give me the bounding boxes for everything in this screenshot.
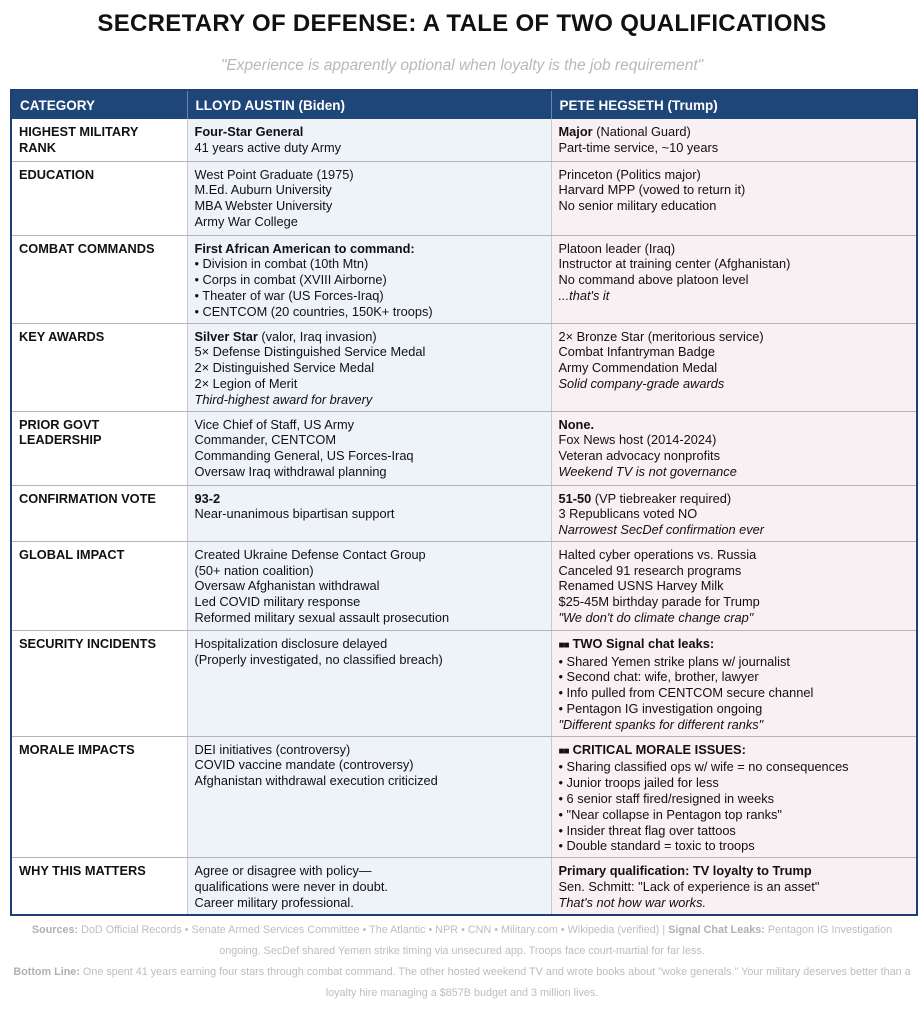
cell-line xyxy=(559,417,910,433)
footer-sources-label: Sources: xyxy=(31,924,79,936)
table-body xyxy=(11,119,917,915)
cell-line xyxy=(559,669,910,685)
category-label: CONFIRMATION VOTE xyxy=(19,490,156,506)
cell-line xyxy=(195,652,544,668)
cell-text: (Properly investigated, no classified breach) xyxy=(194,651,443,667)
cell-line xyxy=(195,182,544,198)
cell-line xyxy=(195,198,544,214)
cell-segment: (VP tiebreaker required) xyxy=(591,490,732,506)
cell-text: Four-Star General xyxy=(194,124,304,139)
table-row xyxy=(11,541,917,630)
cell-line xyxy=(195,879,544,895)
hegseth-cell xyxy=(551,858,917,915)
cell-text: • Shared Yemen strike plans w/ journalist xyxy=(558,653,790,669)
cell-line xyxy=(559,329,910,345)
cell-line xyxy=(195,288,544,304)
cell-text: "We don't do climate change crap" xyxy=(558,610,754,626)
cell-text: • "Near collapse in Pentagon top ranks" xyxy=(558,806,782,822)
cell-segment: ■■ xyxy=(558,745,569,757)
category-label: RANK xyxy=(19,139,56,155)
cell-text: Oversaw Iraq withdrawal planning xyxy=(194,463,387,479)
table-row xyxy=(11,323,917,411)
hegseth-cell xyxy=(551,736,917,858)
cell-line xyxy=(559,717,910,733)
cell-text: • 6 senior staff fired/resigned in weeks xyxy=(558,791,775,807)
cell-line xyxy=(195,757,544,773)
cell-line xyxy=(559,759,910,775)
austin-cell xyxy=(187,736,551,858)
cell-line xyxy=(559,610,910,626)
cell-line xyxy=(195,241,544,257)
row-category xyxy=(11,235,187,323)
cell-segment: Major xyxy=(558,124,593,139)
cell-segment: CRITICAL MORALE ISSUES: xyxy=(572,741,746,757)
cell-line xyxy=(195,636,544,652)
cell-line xyxy=(195,506,544,522)
category-label: COMBAT COMMANDS xyxy=(19,240,155,256)
cell-text: 2× Bronze Star (meritorious service) xyxy=(558,328,764,344)
cell-line xyxy=(559,578,910,594)
row-category xyxy=(11,119,187,161)
row-category xyxy=(11,736,187,858)
table-row xyxy=(11,235,917,323)
austin-cell xyxy=(187,485,551,541)
cell-segment: TWO Signal chat leaks: xyxy=(572,635,715,651)
footer-sources-text: DoD Official Records • Senate Armed Services Committee • The Atlantic • NPR • CNN • Military.com • Wikipedia (verified) | xyxy=(78,924,669,936)
cell-text: Veteran advocacy nonprofits xyxy=(558,448,720,464)
cell-line xyxy=(195,547,544,563)
hegseth-cell xyxy=(551,630,917,736)
cell-text: Sen. Schmitt: "Lack of experience is an asset" xyxy=(558,879,820,895)
cell-text: "Different spanks for different ranks" xyxy=(558,716,764,732)
cell-text: Near-unanimous bipartisan support xyxy=(194,506,395,522)
cell-line xyxy=(195,167,544,183)
comparison-table xyxy=(10,89,918,916)
cell-line xyxy=(559,685,910,701)
cell-line xyxy=(559,863,910,879)
cell-line xyxy=(195,863,544,879)
cell-text: Oversaw Afghanistan withdrawal xyxy=(194,578,380,594)
cell-text: • Corps in combat (XVIII Airborne) xyxy=(194,272,387,288)
cell-text: • Pentagon IG investigation ongoing xyxy=(558,701,763,717)
category-label: WHY THIS MATTERS xyxy=(19,863,146,879)
cell-text: Led COVID military response xyxy=(194,594,361,610)
cell-text: 2× Distinguished Service Medal xyxy=(194,360,375,376)
cell-line xyxy=(559,563,910,579)
cell-text: None. xyxy=(558,416,595,432)
cell-line xyxy=(559,360,910,376)
cell-line xyxy=(559,167,910,183)
cell-segment: (National Guard) xyxy=(592,124,691,139)
cell-text: Halted cyber operations vs. Russia xyxy=(558,546,757,562)
cell-line xyxy=(559,288,910,304)
cell-line xyxy=(559,654,910,670)
cell-text: Career military professional. xyxy=(194,894,354,910)
table-row xyxy=(11,119,917,161)
cell-text: That's not how war works. xyxy=(558,894,707,910)
footer-bottom-label: Bottom Line: xyxy=(13,966,80,978)
cell-line xyxy=(195,895,544,911)
cell-text: • Info pulled from CENTCOM secure channel xyxy=(558,685,814,701)
cell-line xyxy=(195,464,544,480)
category-label: PRIOR GOVT xyxy=(19,416,100,432)
header-austin: LLOYD AUSTIN (Biden) xyxy=(187,90,551,119)
cell-line xyxy=(559,376,910,392)
cell-line xyxy=(195,329,544,345)
cell-line xyxy=(195,360,544,376)
cell-text: • Sharing classified ops w/ wife = no consequences xyxy=(558,759,849,775)
cell-line xyxy=(559,432,910,448)
cell-line xyxy=(559,791,910,807)
hegseth-cell xyxy=(551,411,917,485)
category-label: MORALE IMPACTS xyxy=(19,741,135,757)
table-row xyxy=(11,411,917,485)
row-category xyxy=(11,161,187,235)
category-label: LEADERSHIP xyxy=(19,432,102,448)
cell-line xyxy=(195,773,544,789)
cell-line xyxy=(559,742,910,760)
cell-text: Vice Chief of Staff, US Army xyxy=(194,416,355,432)
cell-text: No command above platoon level xyxy=(558,272,749,288)
cell-text: 41 years active duty Army xyxy=(194,139,342,155)
cell-line xyxy=(559,198,910,214)
cell-text: 5× Defense Distinguished Service Medal xyxy=(194,344,426,360)
cell-line xyxy=(559,775,910,791)
cell-text: • Double standard = toxic to troops xyxy=(558,838,755,854)
cell-text: Afghanistan withdrawal execution criticized xyxy=(194,773,438,789)
cell-text: MBA Webster University xyxy=(194,198,333,214)
category-label: HIGHEST MILITARY xyxy=(19,124,139,139)
hegseth-cell xyxy=(551,235,917,323)
row-category xyxy=(11,541,187,630)
cell-line xyxy=(559,124,910,140)
cell-text: Solid company-grade awards xyxy=(558,375,725,391)
hegseth-cell xyxy=(551,323,917,411)
austin-cell xyxy=(187,235,551,323)
cell-text: Instructor at training center (Afghanistan) xyxy=(558,256,791,272)
footer-bottom-line xyxy=(0,966,924,978)
cell-text: • Division in combat (10th Mtn) xyxy=(194,256,369,272)
cell-line xyxy=(195,610,544,626)
footer-leaks-label: Signal Chat Leaks: xyxy=(668,924,765,936)
hegseth-cell xyxy=(551,485,917,541)
cell-segment: (valor, Iraq invasion) xyxy=(257,328,377,344)
cell-line xyxy=(559,256,910,272)
cell-text: ...that's it xyxy=(558,287,610,303)
cell-text: DEI initiatives (controversy) xyxy=(194,741,351,757)
cell-line xyxy=(195,578,544,594)
page-title: SECRETARY OF DEFENSE: A TALE OF TWO QUALIFICATIONS xyxy=(97,10,827,37)
cell-line xyxy=(559,807,910,823)
cell-text: First African American to command: xyxy=(194,240,415,256)
cell-text: • Second chat: wife, brother, lawyer xyxy=(558,669,759,685)
cell-text: • Insider threat flag over tattoos xyxy=(558,822,736,838)
cell-text: No senior military education xyxy=(558,198,717,214)
cell-line xyxy=(195,491,544,507)
table-row xyxy=(11,161,917,235)
category-label: KEY AWARDS xyxy=(19,328,105,344)
cell-text: COVID vaccine mandate (controversy) xyxy=(194,757,414,773)
row-category xyxy=(11,630,187,736)
cell-line xyxy=(195,742,544,758)
cell-line xyxy=(559,895,910,911)
table-row xyxy=(11,485,917,541)
austin-cell xyxy=(187,161,551,235)
cell-line xyxy=(195,563,544,579)
cell-line xyxy=(559,344,910,360)
cell-line xyxy=(559,636,910,654)
table-row xyxy=(11,736,917,858)
row-category xyxy=(11,485,187,541)
header-hegseth: PETE HEGSETH (Trump) xyxy=(551,90,917,119)
austin-cell xyxy=(187,630,551,736)
cell-line xyxy=(559,838,910,854)
footer-line-2: ongoing. SecDef shared Yemen strike timing via unsecured app. Troops face court-martial for far less. xyxy=(219,945,705,957)
cell-text: Agree or disagree with policy— xyxy=(194,863,372,879)
cell-line xyxy=(559,701,910,717)
cell-line xyxy=(559,182,910,198)
cell-line xyxy=(195,432,544,448)
cell-text: Platoon leader (Iraq) xyxy=(558,240,676,256)
cell-text: qualifications were never in doubt. xyxy=(194,879,388,895)
table-row xyxy=(11,858,917,915)
hegseth-cell xyxy=(551,161,917,235)
cell-line xyxy=(559,522,910,538)
cell-text: Reformed military sexual assault prosecution xyxy=(194,610,450,626)
cell-text: Harvard MPP (vowed to return it) xyxy=(558,182,746,198)
cell-line xyxy=(195,417,544,433)
cell-text: Hospitalization disclosure delayed xyxy=(194,635,388,651)
hegseth-cell xyxy=(551,541,917,630)
cell-line xyxy=(559,506,910,522)
table-header-row xyxy=(11,90,917,119)
cell-line xyxy=(559,823,910,839)
category-label: EDUCATION xyxy=(19,166,95,182)
austin-cell xyxy=(187,858,551,915)
cell-line xyxy=(195,392,544,408)
cell-text: West Point Graduate (1975) xyxy=(194,166,354,182)
cell-segment: 51-50 xyxy=(558,490,592,506)
cell-text: (50+ nation coalition) xyxy=(194,562,314,578)
page-subtitle: "Experience is apparently optional when loyalty is the job requirement" xyxy=(220,57,704,74)
cell-text: 2× Legion of Merit xyxy=(194,375,298,391)
footer-line-4: loyalty hire managing a $857B budget and 3 million lives. xyxy=(325,987,599,999)
cell-text: Princeton (Politics major) xyxy=(558,166,701,182)
table-row xyxy=(11,630,917,736)
cell-text: Army Commendation Medal xyxy=(558,360,718,376)
footer-sources xyxy=(0,924,924,936)
cell-text: Fox News host (2014-2024) xyxy=(558,432,717,448)
cell-line xyxy=(195,256,544,272)
cell-line xyxy=(559,879,910,895)
cell-text: Narrowest SecDef confirmation ever xyxy=(558,522,765,538)
footer-bottom-text: One spent 41 years earning four stars through combat command. The other hosted weekend TV and wrote books about "woke generals." Your military deserves better than a xyxy=(79,966,911,978)
cell-text: 3 Republicans voted NO xyxy=(558,506,698,522)
cell-text: Army War College xyxy=(194,213,298,229)
row-category xyxy=(11,411,187,485)
austin-cell xyxy=(187,541,551,630)
cell-text: Primary qualification: TV loyalty to Trump xyxy=(558,863,812,879)
austin-cell xyxy=(187,119,551,161)
cell-line xyxy=(195,376,544,392)
cell-line xyxy=(559,272,910,288)
cell-line xyxy=(559,241,910,257)
cell-line xyxy=(559,594,910,610)
cell-text: • CENTCOM (20 countries, 150K+ troops) xyxy=(194,303,433,319)
hegseth-cell xyxy=(551,119,917,161)
row-category xyxy=(11,858,187,915)
cell-line xyxy=(195,214,544,230)
category-label: GLOBAL IMPACT xyxy=(19,546,125,562)
cell-text: Created Ukraine Defense Contact Group xyxy=(194,546,426,562)
cell-text: $25-45M birthday parade for Trump xyxy=(558,594,760,610)
cell-text: • Junior troops jailed for less xyxy=(558,775,719,791)
cell-text: Part-time service, ~10 years xyxy=(558,139,719,155)
cell-segment: Silver Star xyxy=(194,328,258,344)
cell-line xyxy=(559,464,910,480)
cell-line xyxy=(559,547,910,563)
austin-cell xyxy=(187,411,551,485)
cell-line xyxy=(195,448,544,464)
header-category: CATEGORY xyxy=(11,90,187,119)
cell-text: Canceled 91 research programs xyxy=(558,562,742,578)
cell-line xyxy=(195,140,544,156)
cell-text: 93-2 xyxy=(194,490,221,506)
cell-text: Weekend TV is not governance xyxy=(558,463,737,479)
category-label: SECURITY INCIDENTS xyxy=(19,635,156,651)
cell-segment: ■■ xyxy=(558,639,569,651)
cell-text: Third-highest award for bravery xyxy=(194,391,373,407)
cell-text: M.Ed. Auburn University xyxy=(194,182,332,198)
row-category xyxy=(11,323,187,411)
cell-line xyxy=(195,272,544,288)
cell-text: Commander, CENTCOM xyxy=(194,432,337,448)
cell-text: Combat Infantryman Badge xyxy=(558,344,715,360)
cell-line xyxy=(559,140,910,156)
cell-line xyxy=(195,124,544,140)
cell-line xyxy=(559,448,910,464)
cell-line xyxy=(559,491,910,507)
footer-leaks-text: Pentagon IG Investigation xyxy=(764,924,893,936)
cell-text: Commanding General, US Forces-Iraq xyxy=(194,448,414,464)
cell-line xyxy=(195,304,544,320)
austin-cell xyxy=(187,323,551,411)
cell-line xyxy=(195,344,544,360)
cell-text: • Theater of war (US Forces-Iraq) xyxy=(194,287,384,303)
cell-text: Renamed USNS Harvey Milk xyxy=(558,578,724,594)
cell-line xyxy=(195,594,544,610)
